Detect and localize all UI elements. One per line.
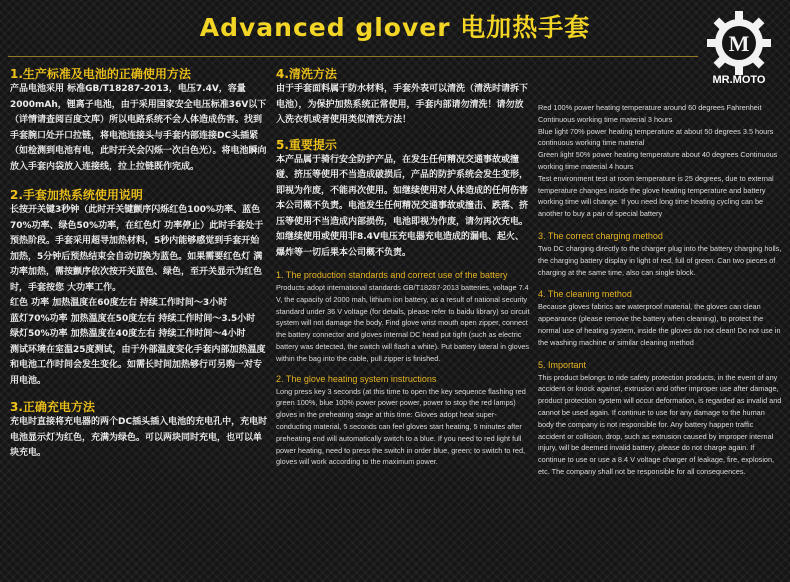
section-2-heading: 2.手套加热系统使用说明 xyxy=(10,188,143,202)
logo-text: MR.MOTO xyxy=(712,74,766,86)
en-section-1-heading: 1. The production standards and correct use of the battery xyxy=(276,270,508,280)
column-left xyxy=(10,66,268,462)
en-section-1-body: Products adopt international standards GB/T18287-2013 batteries, voltage 7.4 V, the capacity of 2000 mah, lithium ion battery, as a result of national security standard under 36 V voltage (for details, please refer to baidu library) so circuit system will not damage the body. Find glove wrist mouth open zipper, connect the battery connector and gloves internal DC head put tight (such as electric battery was detected, the switch will flash a white). Put battery lateral in gloves within the bag into the cable, pull zipper is finished. xyxy=(276,283,530,363)
en-section-4-body: Because gloves fabrics are waterproof material, the gloves can clean appearance (please remove the battery when cleaning), to protect the normal use of heating system, inside the gloves do not clean! Do not use in the washing machine or similar cleaning method xyxy=(538,302,781,347)
en-section-3-body: Two DC charging directly to the charger plug into the battery charging holls, the charging battery display in light of red, full of green. Can two pieces of charging at the same time, also can single block. xyxy=(538,243,782,277)
brand-logo xyxy=(700,10,778,92)
header-divider xyxy=(8,56,698,57)
section-1-heading: 1.生产标准及电池的正确使用方法 xyxy=(10,67,191,81)
section-4-body: 由于手套面料属于防水材料，手套外表可以清洗（清洗时请拆下电池），为保护加热系统正常使用，手套内部请勿清洗！请勿放入洗衣机或者使用类似清洗方法！ xyxy=(276,84,529,125)
en-section-2-heading: 2. The glove heating system instructions xyxy=(276,373,437,384)
en-section-2-modes: Red 100% power heating temperature around 60 degrees Fahrenheit Continuous working time material 3 hours Blue light 70% power heating temperature at about 50 degrees 3.5 hours continuous working time material Green light 50% power heating temperature about 40 degrees Continuous working time material 4 hours Test environment test at room temperature is 25 degrees, due to external temperature changes inside the glove heating temperature and battery working time will change. If you need long time heating cycling can be another to buy a pair of special battery xyxy=(538,103,778,219)
en-section-2-body: Long press key 3 seconds (at this time to open the key sequence flashing red green 100%, blue 100% power power power, power to stop the red lamps) gloves in the preheating stage at this time: Gloves adopt heat super-conducting material, 5 seconds can feel gloves start heating, 5 minutes after preheating end will automatically switch to a blue. If you need to red light full power heating, need to press the switch in order blue, green; to switch to red, gloves will work according to the maximum power. xyxy=(276,386,526,467)
column-middle xyxy=(276,66,530,468)
en-section-5-body: This product belongs to ride safety protection products, in the event of any accident or knock against, extrusion and other improper use after damage, product protection system will occur deformation, is regarded as invalid and cannot be used again. If continue to use for any damage to the human body the company is not responsible for. Any battery happen traffic accident or collision, drop, such as extrusion caused by improper internal injury, will be deemed invalid battery, please do not charge again. If continue to use or use a 8.4 V voltage charger of leakage, fire, explosion, etc. The company shall not be responsible for all consequences. xyxy=(538,372,782,476)
page-title: Advanced glover 电加热手套 xyxy=(199,13,591,42)
section-5-body: 本产品属于骑行安全防护产品，在发生任何精况交通事故或撞碰、挤压等使用不当造成破损后，产品的防护系统会发生变形，即视为作废，不能再次使用。如继续使用对人体造成的任何伤害本公司概不负责。电池发生任何精况交通事故或撞击、跌落、挤压等使用不当造成内部损伤，电池即视为作废，请勿再次充电。如继续使用或使用非8.4V电压充电器充电造成的漏电、起火、爆炸等一切后果本公司概不负责。 xyxy=(276,154,529,258)
section-2-body: 长按开关键3秒钟（此时开关键颤序闪烁红色100%功率、蓝色70%功率、绿色50%功率，在红色灯 功率停止）此时手套处于预热阶段。手套采用超导加热材料，5秒内能够感觉到手套开始加热，5分钟后预热结束会自动切换为蓝色。如果需要红色灯 满功率加热，需按颤序依次按开关蓝色、绿色，至开关显示为红色时，手套按您 大功率工作。 xyxy=(10,205,264,293)
column-right xyxy=(538,102,782,478)
en-section-4-heading: 4. The cleaning method xyxy=(538,289,632,300)
logo-letter: M xyxy=(728,31,750,56)
section-2-modes: 红色 功率 加热温度在60度左右 持续工作时间～3小时 蓝灯70%功率 加热温度在50度左右 持续工作时间～3.5小时 绿灯50%功率 加热温度在40度左右 持续工作时间～4小时 测试环境在室温25度测试，由于外部温度变化手套内部加热温度和电池工作时间会发生变化。如需长时间加热够行可另购一对专用电池。 xyxy=(10,298,266,386)
section-5-heading: 5.重要提示 xyxy=(276,137,337,152)
section-3-heading: 3.正确充电方法 xyxy=(10,400,95,414)
en-section-3-heading: 3. The correct charging method xyxy=(538,230,663,241)
en-section-5-heading: 5. Important xyxy=(538,359,587,370)
section-1-body: 产品电池采用 标准GB/T18287-2013，电压7.4V，容量2000mAh，锂离子电池，由于采用国家安全电压标准36V以下（详情请查阅百度文库）所以电路系统不会人体造成伤害。找到手套腕口处开口拉链，将电池连接头与手套内部连接DC头插紧（如检测到电池有电，此时开关会闪烁一次白色光）。将电池瞬向放入手套内袋放入连接线，拉上拉链既作完成。 xyxy=(10,84,267,172)
gear-icon xyxy=(706,10,772,76)
section-4-heading: 4.清洗方法 xyxy=(276,67,337,81)
section-3-body: 充电时直接将充电器的两个DC插头插入电池的充电孔中，充电时电池显示灯为红色，充满为绿色。可以两块同时充电，也可以单块充电。 xyxy=(10,417,268,458)
